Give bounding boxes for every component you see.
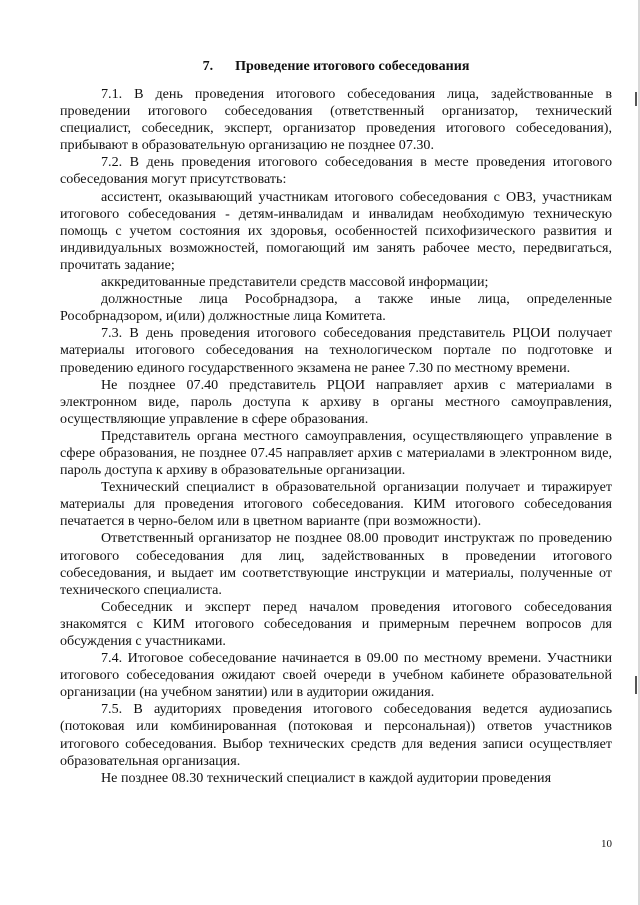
paragraph-0740: Не позднее 07.40 представитель РЦОИ направляет архив с материалами в электронном виде, пароль доступа к архиву в органы местного самоуправления, осуществляющие управление в сфере образования. — [60, 376, 612, 427]
paragraph-7-4: 7.4. Итоговое собеседование начинается в 09.00 по местному времени. Участники итогового собеседования ожидают своей очереди в учебном кабинете образовательной организации (на учебном занятии) или в аудитории ожидания. — [60, 650, 612, 701]
document-body — [60, 86, 612, 787]
paragraph-organizer: Ответственный организатор не позднее 08.00 проводит инструктаж по проведению итогового собеседования для лиц, задействованных в проведении итогового собеседования, и выдает им соответствующие инструкции и материалы, полученные от технического специалиста. — [60, 530, 612, 598]
scan-mark — [635, 92, 637, 106]
paragraph-tech-specialist: Технический специалист в образовательной организации получает и тиражирует материалы для проведения итогового собеседования. КИМ итогового собеседования печатается в черно-белом или в цветном варианте (при возможности). — [60, 479, 612, 530]
paragraph-7-5: 7.5. В аудиториях проведения итогового собеседования ведется аудиозапись (потоковая или комбинированная (потоковая и персональная)) ответов участников итогового собеседования. Выбор технических средств для ведения записи осуществляет образовательная организация. — [60, 701, 612, 769]
paragraph-assistant: ассистент, оказывающий участникам итогового собеседования с ОВЗ, участникам итогового собеседования - детям-инвалидам и инвалидам необходимую техническую помощь с учетом состояния их здоровья, особенностей психофизического развития и индивидуальных возможностей, помогающий им занять рабочее место, передвигаться, прочитать задание; — [60, 188, 612, 273]
paragraph-7-3: 7.3. В день проведения итогового собеседования представитель РЦОИ получает материалы итогового собеседования на технологическом портале по подготовке и проведению единого государственного экзамена не ранее 7.30 по местному времени. — [60, 325, 612, 376]
section-number: 7. — [202, 59, 214, 74]
paragraph-7-1: 7.1. В день проведения итогового собеседования лица, задействованные в проведении итогового собеседования (ответственный организатор, технический специалист, собеседник, эксперт, организатор проведения итогового собеседования), прибывают в образовательную организацию не позднее 07.30. — [60, 86, 612, 154]
section-heading — [60, 58, 612, 75]
paragraph-0745: Представитель органа местного самоуправления, осуществляющего управление в сфере образования, не позднее 07.45 направляет архив с материалами в электронном виде, пароль доступа к архиву в образовательные организации. — [60, 427, 612, 479]
paragraph-officials: должностные лица Рособрнадзора, а также иные лица, определенные Рособрнадзором, и(или) должностные лица Комитета. — [60, 291, 612, 325]
page-number: 10 — [601, 838, 612, 850]
paragraph-0830: Не позднее 08.30 технический специалист в каждой аудитории проведения — [101, 769, 552, 786]
section-title: Проведение итогового собеседования — [235, 59, 470, 74]
paragraph-7-2: 7.2. В день проведения итогового собеседования в месте проведения итогового собеседования могут присутствовать: — [60, 154, 612, 188]
paragraph-media: аккредитованные представители средств массовой информации; — [101, 274, 489, 291]
paragraph-interlocutor: Собеседник и эксперт перед началом проведения итогового собеседования знакомятся с КИМ итогового собеседования и примерным перечнем вопросов для обсуждения с участниками. — [60, 598, 612, 649]
scan-mark — [635, 676, 637, 694]
